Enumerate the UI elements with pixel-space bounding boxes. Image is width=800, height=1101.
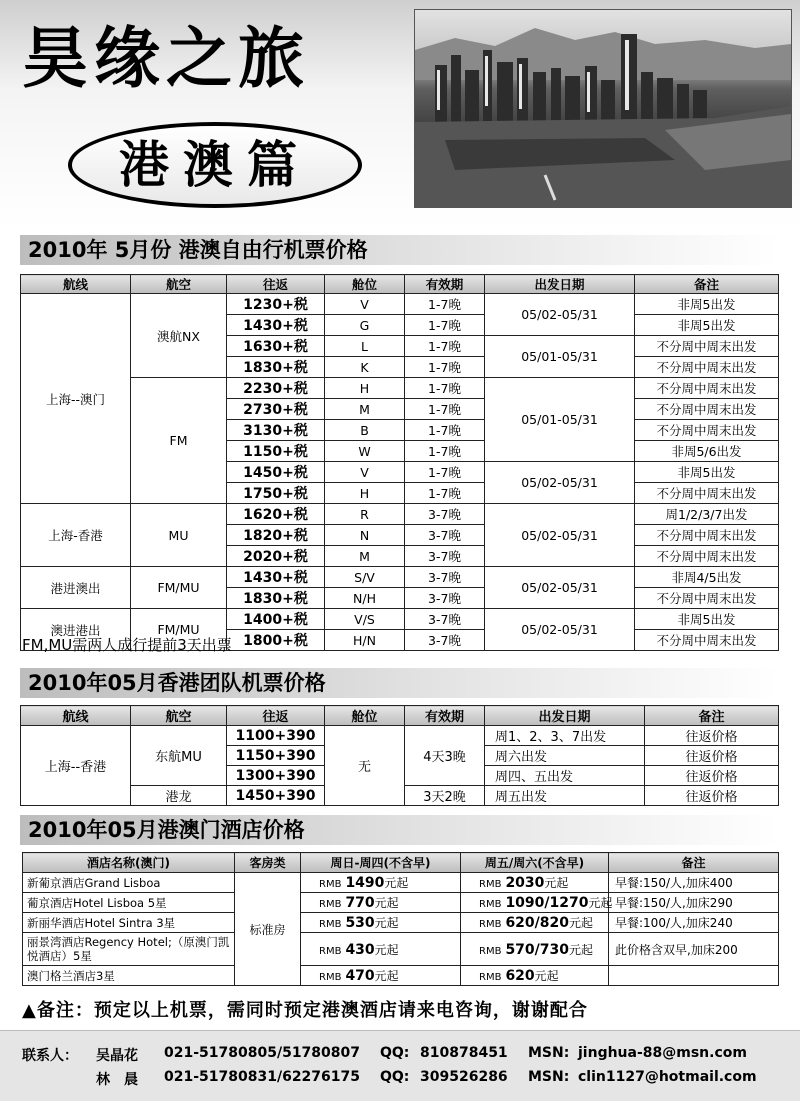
date-cell: 05/02-05/31 xyxy=(485,567,635,609)
cabin-cell: M xyxy=(325,399,405,420)
valid-cell: 3-7晚 xyxy=(405,504,485,525)
table-row xyxy=(21,567,779,588)
note-cell: 非周5出发 xyxy=(635,609,779,630)
note-cell: 往返价格 xyxy=(645,746,779,766)
weekday-price-cell xyxy=(301,913,461,933)
route-cell: 澳进港出 xyxy=(21,609,131,651)
hotel-note-cell: 早餐:100/人,加床240 xyxy=(609,913,779,933)
currency-label: RMB xyxy=(319,899,342,910)
skyline-illustration xyxy=(415,10,791,207)
free-travel-ticket-table xyxy=(20,274,779,651)
price-cell: 1300+390 xyxy=(227,766,325,786)
currency-label: RMB xyxy=(319,972,342,983)
valid-cell: 1-7晚 xyxy=(405,336,485,357)
contact-msn[interactable]: jinghua-88@msn.com xyxy=(578,1045,747,1061)
valid-cell: 1-7晚 xyxy=(405,357,485,378)
price-suffix: 元起 xyxy=(534,969,559,983)
contact-footer xyxy=(0,1030,800,1101)
contact-phone: 021-51780805/51780807 xyxy=(164,1045,361,1061)
valid-cell: 1-7晚 xyxy=(405,441,485,462)
price-cell: 1430+税 xyxy=(227,315,325,336)
price-cell: 3130+税 xyxy=(227,420,325,441)
col-header: 有效期 xyxy=(405,275,485,294)
note-cell: 非周5出发 xyxy=(635,294,779,315)
airline-cell: MU xyxy=(131,504,227,567)
price-value: 1090/1270 xyxy=(505,895,589,911)
col-header: 往返 xyxy=(227,706,325,726)
note-cell: 不分周中周末出发 xyxy=(635,525,779,546)
price-value: 530 xyxy=(345,915,375,931)
date-cell: 周1、2、3、7出发 xyxy=(485,726,645,746)
contact-msn-label: MSN: xyxy=(528,1069,570,1085)
currency-label: RMB xyxy=(479,879,502,890)
table-row xyxy=(23,913,779,933)
col-header: 出发日期 xyxy=(485,275,635,294)
weekend-price-cell xyxy=(461,913,609,933)
route-cell: 上海--香港 xyxy=(21,726,131,806)
valid-cell: 1-7晚 xyxy=(405,294,485,315)
contact-label: 联系人： xyxy=(22,1048,78,1064)
price-value: 2030 xyxy=(505,875,545,891)
ticketing-footnote: FM,MU需两人成行提前3天出票 xyxy=(22,636,232,654)
date-cell: 05/01-05/31 xyxy=(485,336,635,378)
note-cell: 不分周中周末出发 xyxy=(635,546,779,567)
cabin-cell: H/N xyxy=(325,630,405,651)
note-cell: 往返价格 xyxy=(645,726,779,746)
price-cell: 1830+税 xyxy=(227,357,325,378)
route-cell: 上海--澳门 xyxy=(21,294,131,504)
section-title-free-travel: 2010年 5月份 港澳自由行机票价格 xyxy=(20,235,778,265)
cabin-cell: N xyxy=(325,525,405,546)
weekend-price-cell xyxy=(461,966,609,986)
price-cell: 1630+税 xyxy=(227,336,325,357)
price-cell: 1820+税 xyxy=(227,525,325,546)
currency-label: RMB xyxy=(479,945,502,957)
cabin-cell: M xyxy=(325,546,405,567)
contact-phone: 021-51780831/62276175 xyxy=(164,1069,361,1085)
note-cell: 不分周中周末出发 xyxy=(635,588,779,609)
currency-label: RMB xyxy=(319,919,342,930)
note-cell: 非周4/5出发 xyxy=(635,567,779,588)
price-value: 430 xyxy=(345,941,375,958)
cabin-cell: G xyxy=(325,315,405,336)
price-value: 620 xyxy=(505,968,535,984)
hotel-note-cell: 早餐:150/人,加床400 xyxy=(609,873,779,893)
price-suffix: 元起 xyxy=(374,942,399,957)
valid-cell: 3-7晚 xyxy=(405,609,485,630)
table-row xyxy=(23,873,779,893)
date-cell: 05/01-05/31 xyxy=(485,378,635,462)
valid-cell: 3-7晚 xyxy=(405,588,485,609)
price-cell: 1450+390 xyxy=(227,786,325,806)
room-type-cell: 标准房 xyxy=(235,873,301,986)
table-row xyxy=(21,504,779,525)
cabin-cell: 无 xyxy=(325,726,405,806)
valid-cell: 3-7晚 xyxy=(405,546,485,567)
col-header: 周日-周四(不含早) xyxy=(301,853,461,873)
valid-cell: 3-7晚 xyxy=(405,630,485,651)
table-row xyxy=(23,966,779,986)
col-header: 航线 xyxy=(21,706,131,726)
table-row xyxy=(21,609,779,630)
cabin-cell: K xyxy=(325,357,405,378)
weekday-price-cell xyxy=(301,933,461,966)
table-header-row xyxy=(21,706,779,726)
table-header-row xyxy=(23,853,779,873)
cabin-cell: V xyxy=(325,462,405,483)
cabin-cell: V/S xyxy=(325,609,405,630)
cabin-cell: H xyxy=(325,483,405,504)
price-suffix: 元起 xyxy=(374,896,399,910)
note-cell: 周1/2/3/7出发 xyxy=(635,504,779,525)
airline-cell: 港龙 xyxy=(131,786,227,806)
price-suffix: 元起 xyxy=(569,916,594,930)
booking-notice: ▲备注：预定以上机票，需同时预定港澳酒店请来电咨询，谢谢配合 xyxy=(22,1000,588,1021)
col-header: 航空 xyxy=(131,706,227,726)
currency-label: RMB xyxy=(319,945,342,957)
airline-cell: FM/MU xyxy=(131,609,227,651)
date-cell: 05/02-05/31 xyxy=(485,609,635,651)
contact-qq: 810878451 xyxy=(420,1045,508,1061)
col-header: 航空 xyxy=(131,275,227,294)
valid-cell: 3天2晚 xyxy=(405,786,485,806)
price-cell: 2020+税 xyxy=(227,546,325,567)
valid-cell: 1-7晚 xyxy=(405,420,485,441)
hotel-name-cell: 新丽华酒店Hotel Sintra 3星 xyxy=(23,913,235,933)
currency-label: RMB xyxy=(479,972,502,983)
col-header: 周五/周六(不含早) xyxy=(461,853,609,873)
weekend-price-cell xyxy=(461,893,613,913)
note-cell: 非周5出发 xyxy=(635,462,779,483)
cabin-cell: H xyxy=(325,378,405,399)
price-cell: 1400+税 xyxy=(227,609,325,630)
hotel-price-table xyxy=(22,852,779,986)
note-cell: 不分周中周末出发 xyxy=(635,399,779,420)
contact-name: 吴晶花 xyxy=(96,1048,138,1064)
table-row xyxy=(21,726,779,746)
valid-cell: 1-7晚 xyxy=(405,483,485,504)
note-cell: 不分周中周末出发 xyxy=(635,630,779,651)
price-cell: 1800+税 xyxy=(227,630,325,651)
col-header: 酒店名称(澳门) xyxy=(23,853,235,873)
col-header: 备注 xyxy=(609,853,779,873)
col-header: 出发日期 xyxy=(485,706,645,726)
contact-msn[interactable]: clin1127@hotmail.com xyxy=(578,1069,757,1085)
subtitle: 港澳篇 xyxy=(119,135,311,194)
airline-cell: 澳航NX xyxy=(131,294,227,378)
airline-cell: FM xyxy=(131,378,227,504)
date-cell: 05/02-05/31 xyxy=(485,294,635,336)
hotel-name-cell: 新葡京酒店Grand Lisboa xyxy=(23,873,235,893)
price-cell: 1830+税 xyxy=(227,588,325,609)
table-row xyxy=(21,378,779,399)
weekday-price-cell xyxy=(301,893,461,913)
table-row xyxy=(23,933,779,966)
currency-label: RMB xyxy=(319,879,342,890)
brand-title: 昊缘之旅 xyxy=(22,19,310,97)
price-value: 770 xyxy=(345,895,375,911)
note-cell: 不分周中周末出发 xyxy=(635,483,779,504)
cabin-cell: W xyxy=(325,441,405,462)
valid-cell: 1-7晚 xyxy=(405,399,485,420)
hotel-name-cell: 丽景湾酒店Regency Hotel;（原澳门凯悦酒店）5星 xyxy=(23,933,235,966)
price-suffix: 元起 xyxy=(374,916,399,930)
price-cell: 1100+390 xyxy=(227,726,325,746)
table-header-row xyxy=(21,275,779,294)
valid-cell: 3-7晚 xyxy=(405,525,485,546)
city-skyline-photo xyxy=(414,9,792,208)
contact-qq: 309526286 xyxy=(420,1069,508,1085)
date-cell: 05/02-05/31 xyxy=(485,504,635,567)
route-cell: 上海-香港 xyxy=(21,504,131,567)
contact-qq-label: QQ: xyxy=(380,1045,410,1061)
price-suffix: 元起 xyxy=(569,942,594,957)
note-cell: 往返价格 xyxy=(645,786,779,806)
price-cell: 1150+税 xyxy=(227,441,325,462)
cabin-cell: B xyxy=(325,420,405,441)
note-cell: 不分周中周末出发 xyxy=(635,357,779,378)
price-suffix: 元起 xyxy=(588,896,613,910)
col-header: 有效期 xyxy=(405,706,485,726)
col-header: 舱位 xyxy=(325,275,405,294)
valid-cell: 1-7晚 xyxy=(405,378,485,399)
col-header: 往返 xyxy=(227,275,325,294)
price-cell: 1750+税 xyxy=(227,483,325,504)
group-ticket-table xyxy=(20,705,779,806)
table-row xyxy=(21,294,779,315)
date-cell: 周五出发 xyxy=(485,786,645,806)
route-cell: 港进澳出 xyxy=(21,567,131,609)
note-cell: 往返价格 xyxy=(645,766,779,786)
price-suffix: 元起 xyxy=(384,876,409,890)
contact-name: 林 晨 xyxy=(96,1072,138,1088)
hotel-note-cell xyxy=(609,966,779,986)
price-cell: 1150+390 xyxy=(227,746,325,766)
price-suffix: 元起 xyxy=(544,876,569,890)
section-title-group-tickets: 2010年05月香港团队机票价格 xyxy=(20,668,778,698)
price-cell: 1430+税 xyxy=(227,567,325,588)
col-header: 客房类 xyxy=(235,853,301,873)
price-value: 620/820 xyxy=(505,915,569,931)
cabin-cell: L xyxy=(325,336,405,357)
price-value: 570/730 xyxy=(505,941,569,958)
note-cell: 不分周中周末出发 xyxy=(635,420,779,441)
cabin-cell: V xyxy=(325,294,405,315)
currency-label: RMB xyxy=(479,899,502,910)
contact-qq-label: QQ: xyxy=(380,1069,410,1085)
note-cell: 非周5/6出发 xyxy=(635,441,779,462)
price-cell: 2230+税 xyxy=(227,378,325,399)
valid-cell: 3-7晚 xyxy=(405,567,485,588)
date-cell: 周四、五出发 xyxy=(485,766,645,786)
price-value: 1490 xyxy=(345,875,385,891)
note-cell: 不分周中周末出发 xyxy=(635,336,779,357)
price-value: 470 xyxy=(345,968,375,984)
hotel-name-cell: 澳门格兰酒店3星 xyxy=(23,966,235,986)
weekday-price-cell xyxy=(301,873,461,893)
weekend-price-cell xyxy=(461,873,609,893)
note-cell: 不分周中周末出发 xyxy=(635,378,779,399)
valid-cell: 1-7晚 xyxy=(405,315,485,336)
hotel-note-cell: 此价格含双早,加床200 xyxy=(609,933,779,966)
note-cell: 非周5出发 xyxy=(635,315,779,336)
cabin-cell: N/H xyxy=(325,588,405,609)
valid-cell: 4天3晚 xyxy=(405,726,485,786)
airline-cell: FM/MU xyxy=(131,567,227,609)
date-cell: 周六出发 xyxy=(485,746,645,766)
hotel-note-cell: 早餐:150/人,加床290 xyxy=(609,893,779,913)
valid-cell: 1-7晚 xyxy=(405,462,485,483)
weekday-price-cell xyxy=(301,966,461,986)
price-cell: 1230+税 xyxy=(227,294,325,315)
table-row xyxy=(23,893,779,913)
currency-label: RMB xyxy=(479,919,502,930)
price-cell: 1450+税 xyxy=(227,462,325,483)
section-title-hotels: 2010年05月港澳门酒店价格 xyxy=(20,815,778,845)
col-header: 航线 xyxy=(21,275,131,294)
airline-cell: 东航MU xyxy=(131,726,227,786)
contact-msn-label: MSN: xyxy=(528,1045,570,1061)
price-cell: 2730+税 xyxy=(227,399,325,420)
col-header: 备注 xyxy=(635,275,779,294)
cabin-cell: R xyxy=(325,504,405,525)
weekend-price-cell xyxy=(461,933,609,966)
price-suffix: 元起 xyxy=(374,969,399,983)
col-header: 舱位 xyxy=(325,706,405,726)
date-cell: 05/02-05/31 xyxy=(485,462,635,504)
price-cell: 1620+税 xyxy=(227,504,325,525)
hotel-name-cell: 葡京酒店Hotel Lisboa 5星 xyxy=(23,893,235,913)
col-header: 备注 xyxy=(645,706,779,726)
cabin-cell: S/V xyxy=(325,567,405,588)
